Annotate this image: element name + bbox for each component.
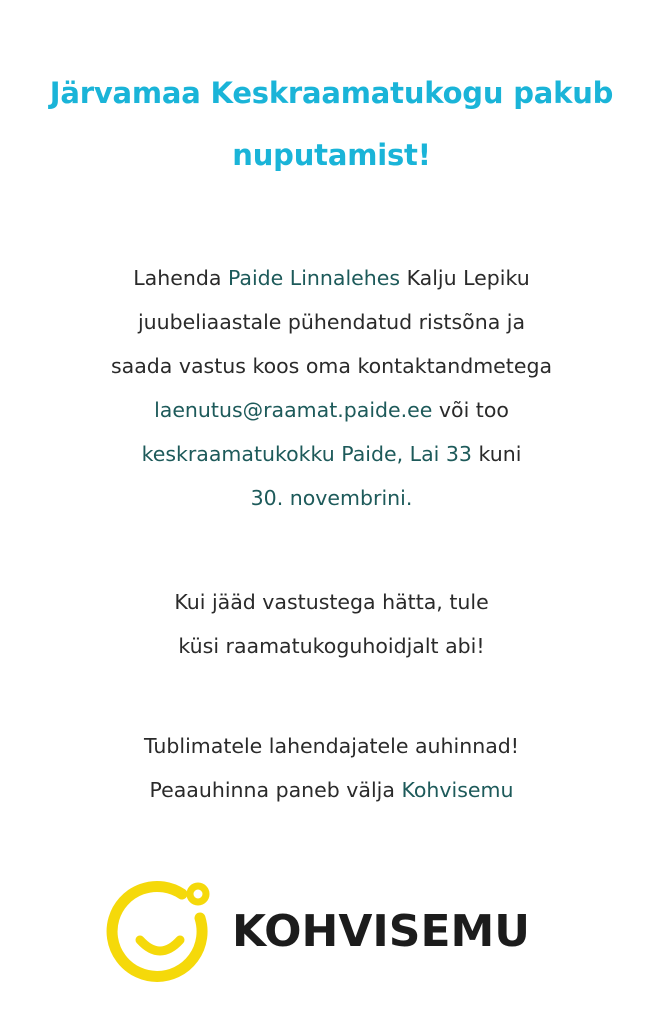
text-segment: kuni xyxy=(471,442,522,466)
instructions-line-4 xyxy=(0,388,663,432)
title-line-2: nuputamist! xyxy=(232,138,431,172)
title-line-1: Järvamaa Keskraamatukogu pakub xyxy=(49,76,614,110)
page-title xyxy=(0,62,663,186)
instructions-line-5 xyxy=(0,432,663,476)
prizes-line-2 xyxy=(0,768,663,812)
help-paragraph xyxy=(0,580,663,668)
newspaper-name: Paide Linnalehes xyxy=(227,266,401,290)
instructions-line-3: saada vastus koos oma kontaktandmetega xyxy=(110,354,553,378)
text-segment: Lahenda xyxy=(133,266,228,290)
help-line-1: Kui jääd vastustega hätta, tule xyxy=(174,590,489,614)
prizes-paragraph xyxy=(0,724,663,812)
help-line-2: küsi raamatukoguhoidjalt abi! xyxy=(178,634,485,658)
library-address: keskraamatukokku Paide, Lai 33 xyxy=(141,442,472,466)
deadline-date: 30. novembrini. xyxy=(250,486,413,510)
instructions-paragraph xyxy=(0,256,663,520)
email-address: laenutus@raamat.paide.ee xyxy=(154,398,433,422)
text-segment: või too xyxy=(432,398,509,422)
logo-wordmark: KOHVISEMU xyxy=(232,906,531,957)
instructions-line-2: juubeliaastale pühendatud ristsõna ja xyxy=(137,310,526,334)
text-segment: Peaauhinna paneb välja xyxy=(149,778,402,802)
smiley-coffee-cup-icon xyxy=(104,878,216,988)
prizes-line-1: Tublimatele lahendajatele auhinnad! xyxy=(144,734,519,758)
kohvisemu-logo xyxy=(104,878,574,988)
sponsor-name: Kohvisemu xyxy=(401,778,514,802)
text-segment: Kalju Lepiku xyxy=(400,266,530,290)
instructions-line-1 xyxy=(0,256,663,300)
